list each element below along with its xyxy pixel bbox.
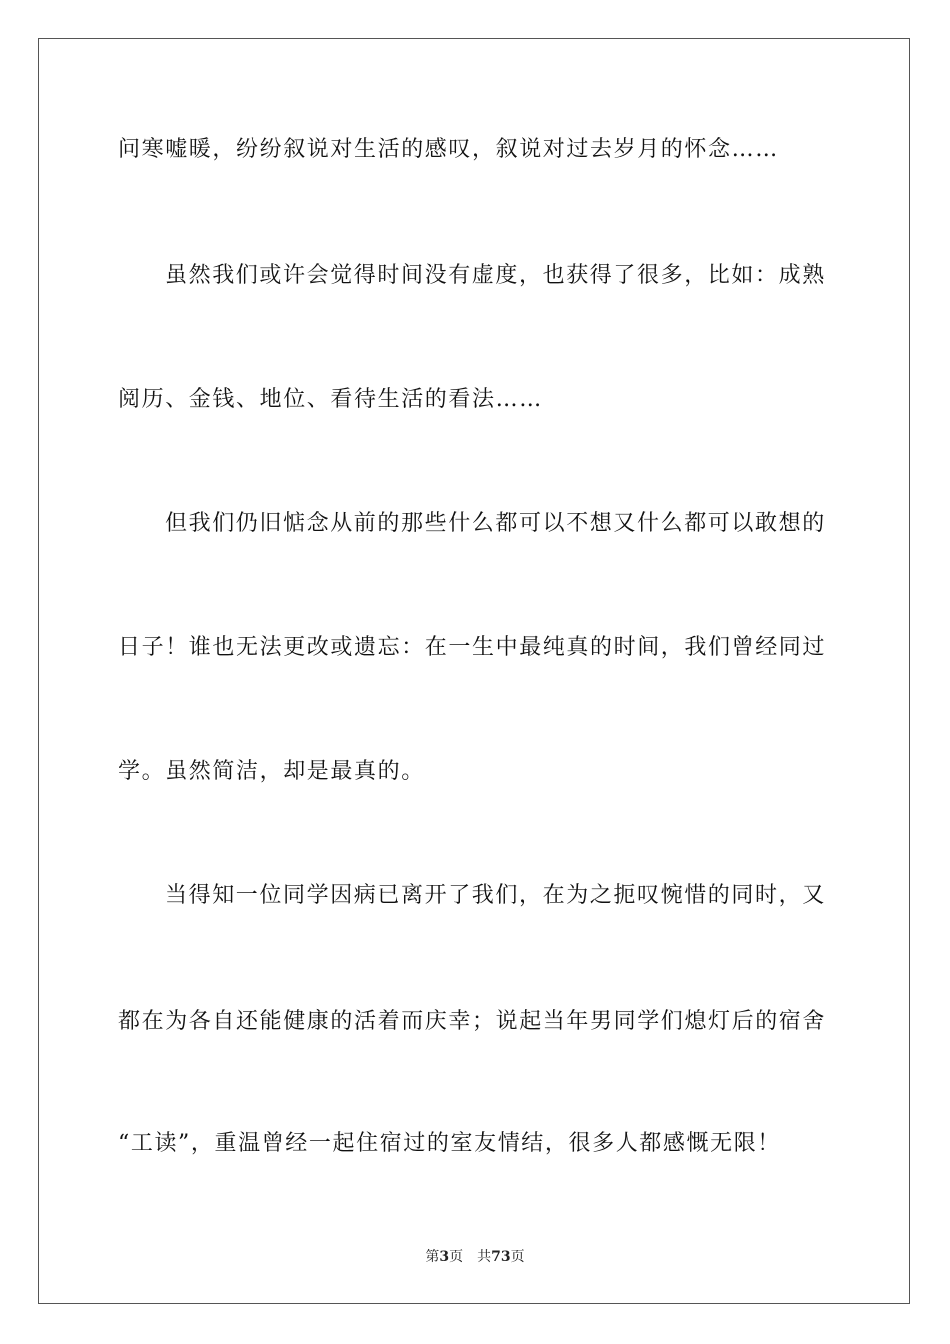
total-suffix: 页 <box>510 1249 525 1265</box>
text-line-1: 问寒嘘暖，纷纷叙说对生活的感叹，叙说对过去岁月的怀念…… <box>118 137 779 162</box>
text-line-2: 虽然我们或许会觉得时间没有虚度，也获得了很多，比如：成熟 <box>165 263 826 288</box>
page-footer <box>0 1248 950 1266</box>
text-line-7: 当得知一位同学因病已离开了我们，在为之扼叹惋惜的同时，又 <box>165 883 826 908</box>
page-prefix: 第 <box>425 1249 440 1265</box>
page-border <box>38 38 910 1304</box>
text-line-6: 学。虽然简洁，却是最真的。 <box>118 759 425 784</box>
text-line-8: 都在为各自还能健康的活着而庆幸；说起当年男同学们熄灯后的宿舍 <box>118 1009 827 1034</box>
total-prefix: 共 <box>477 1249 492 1265</box>
text-line-9: “工读”，重温曾经一起住宿过的室友情结，很多人都感慨无限！ <box>118 1131 781 1156</box>
page-suffix: 页 <box>449 1249 464 1265</box>
text-line-4: 但我们仍旧惦念从前的那些什么都可以不想又什么都可以敢想的 <box>165 511 826 536</box>
text-line-5: 日子！谁也无法更改或遗忘：在一生中最纯真的时间，我们曾经同过 <box>118 635 827 660</box>
page-number: 3 <box>439 1249 450 1265</box>
total-pages: 73 <box>491 1249 511 1265</box>
text-line-3: 阅历、金钱、地位、看待生活的看法…… <box>118 387 543 412</box>
